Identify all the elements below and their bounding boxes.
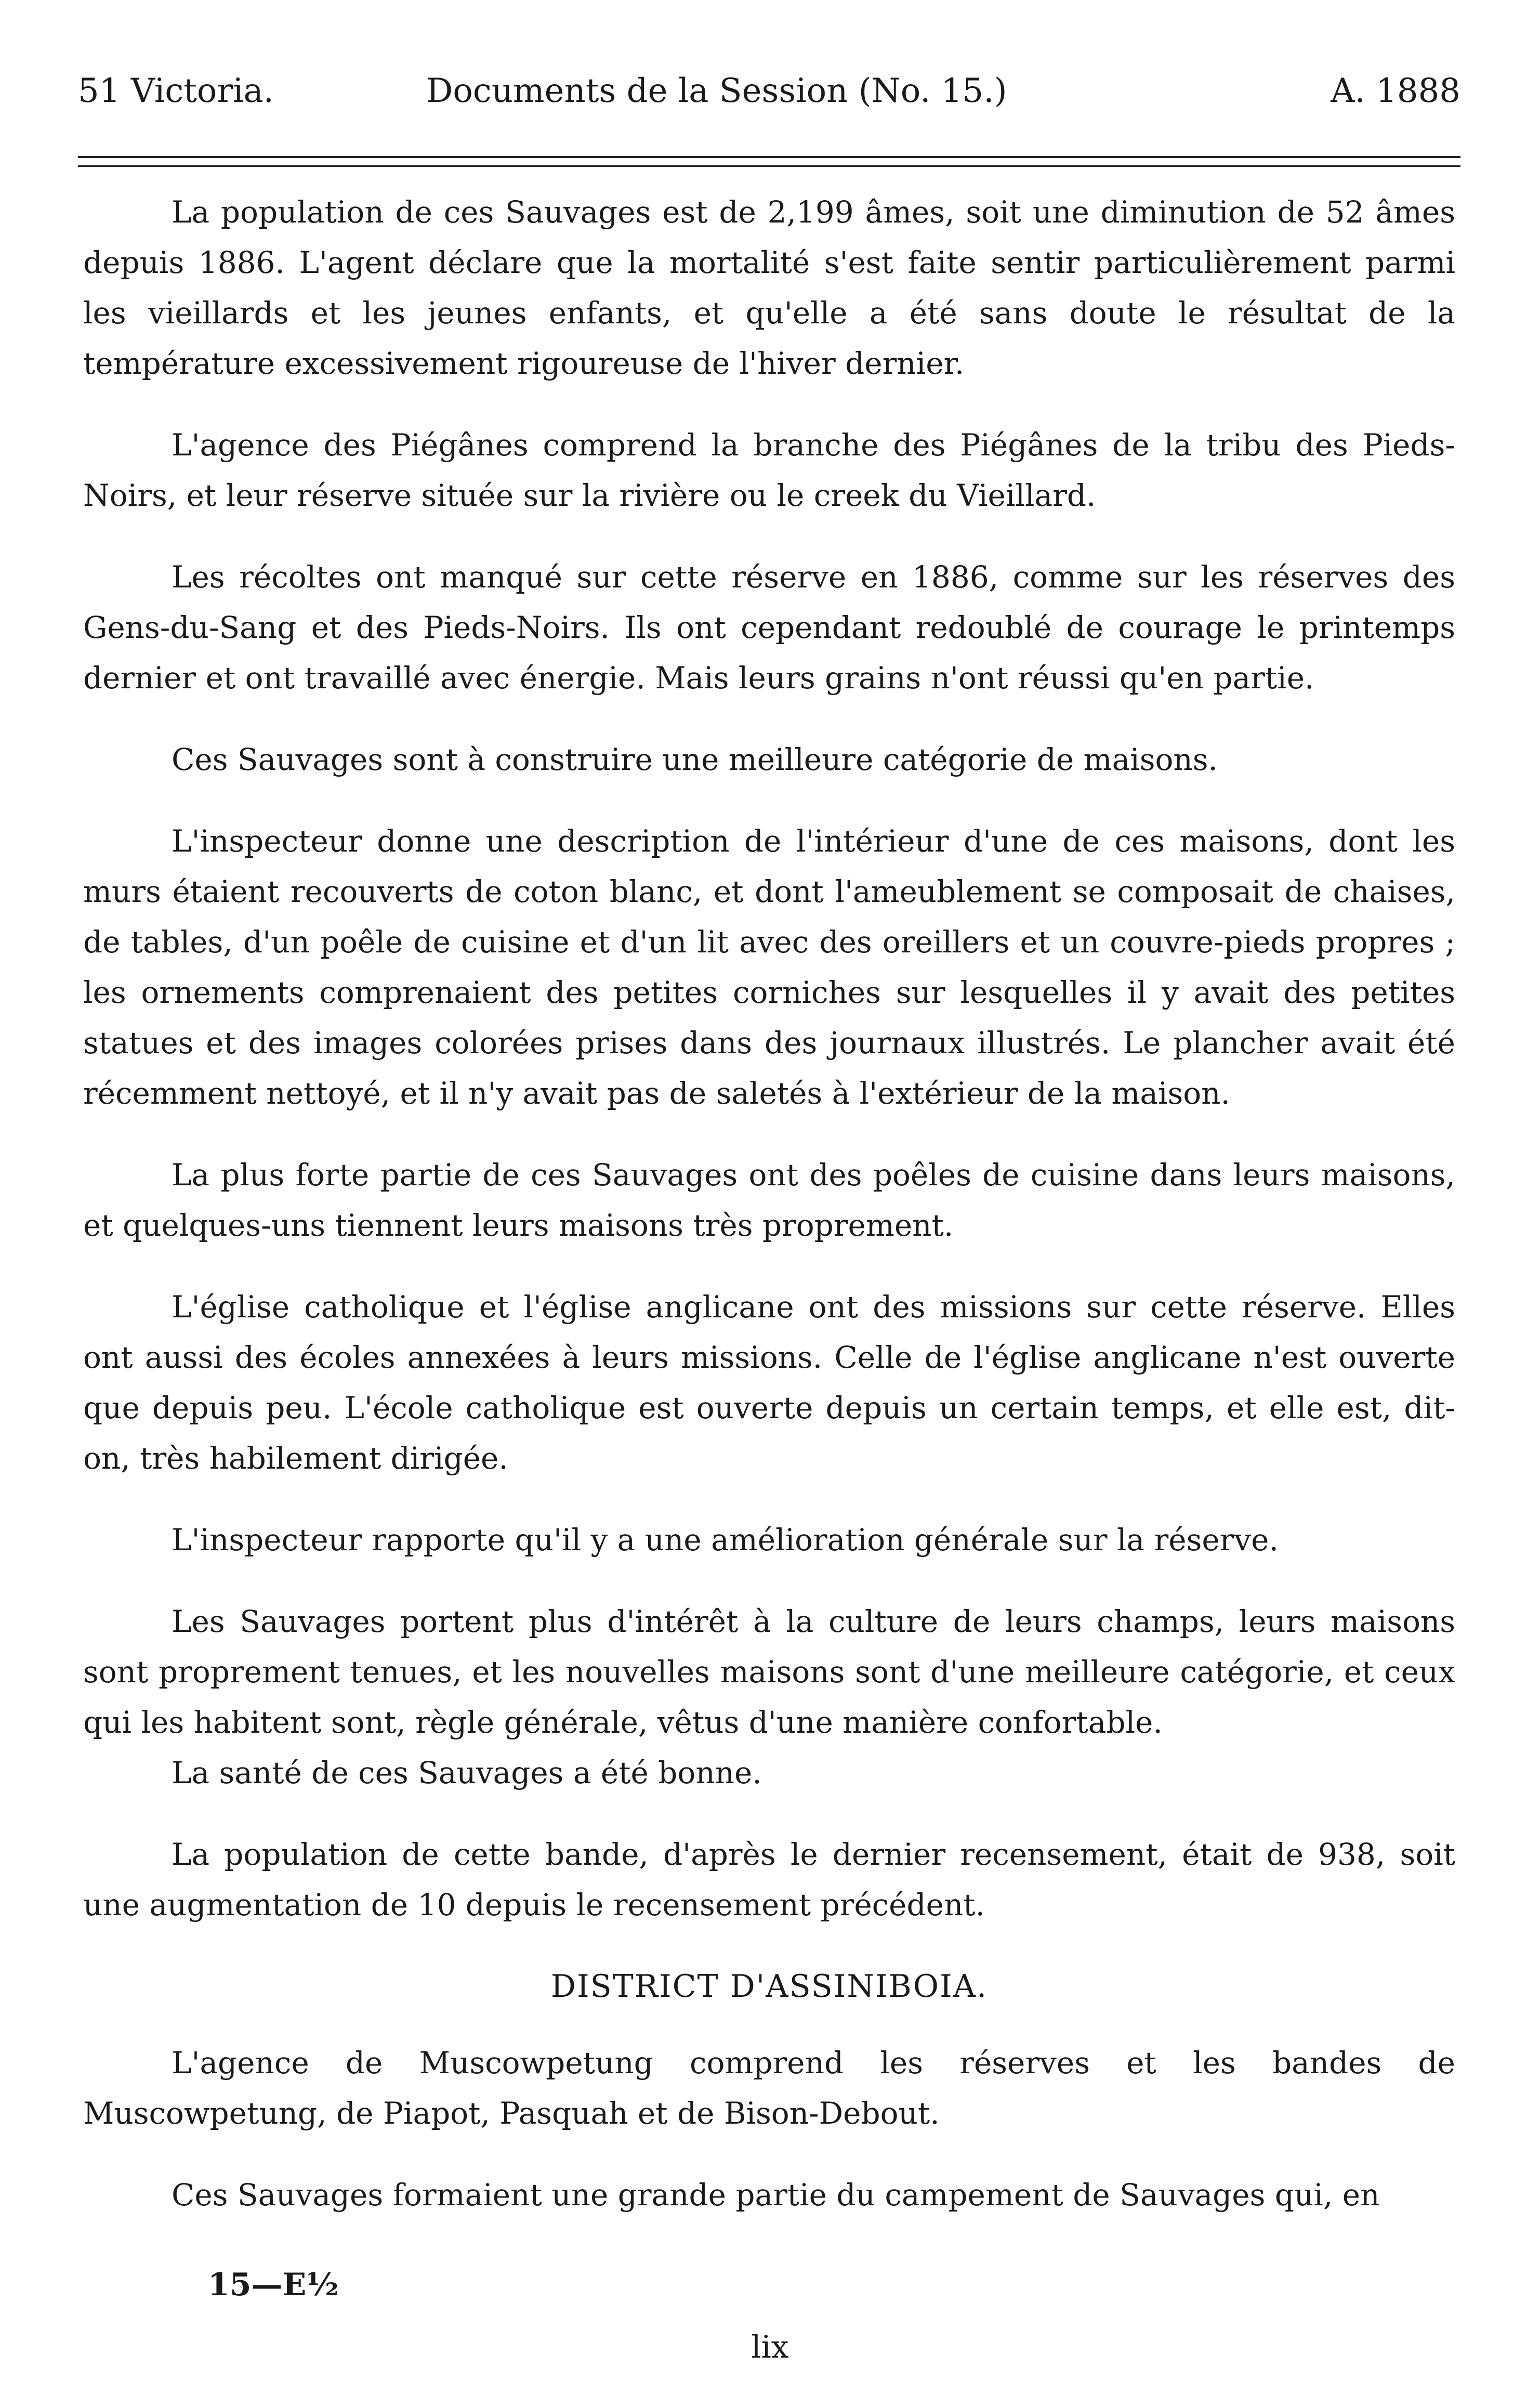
- paragraph: L'agence de Muscowpetung comprend les réserves et les bandes de Muscowpetung, de Piapot, Pasquah et de Bison-Debout.: [83, 2045, 1455, 2131]
- header-right: A. 1888: [1331, 72, 1460, 110]
- paragraph: La population de ces Sauvages est de 2,199 âmes, soit une diminution de 52 âmes depuis 1886. L'agent déclare que la mortalité s'est faite sentir particulièrement parmi les vieillards et les jeunes enfants, et qu'elle a été sans doute le résultat de la température excessivement rigoureuse de l'hiver dernier.: [83, 194, 1455, 381]
- signature-mark: 15—E½: [208, 2267, 339, 2303]
- paragraph: L'agence des Piégânes comprend la branche des Piégânes de la tribu des Pieds-Noirs, et leur réserve située sur la rivière ou le creek du Vieillard.: [83, 427, 1455, 513]
- header-left: 51 Victoria.: [78, 72, 274, 110]
- paragraph: L'église catholique et l'église anglicane ont des missions sur cette réserve. Elles ont aussi des écoles annexées à leurs missions. Celle de l'église anglicane n'est ouverte que depuis peu. L'école catholique est ouverte depuis un certain temps, et elle est, dit-on, très habilement dirigée.: [83, 1289, 1455, 1476]
- header-rule-thick: [78, 156, 1460, 158]
- header-rule-thin: [78, 165, 1460, 167]
- paragraph: Ces Sauvages formaient une grande partie du campement de Sauvages qui, en: [172, 2177, 1380, 2213]
- paragraph: Les Sauvages portent plus d'intérêt à la culture de leurs champs, leurs maisons sont proprement tenues, et les nouvelles maisons sont d'une meilleure catégorie, et ceux qui les habitent sont, règle générale, vêtus d'une manière confortable.: [83, 1604, 1455, 1740]
- paragraph: L'inspecteur rapporte qu'il y a une amélioration générale sur la réserve.: [172, 1522, 1279, 1558]
- paragraph: La santé de ces Sauvages a été bonne.: [172, 1755, 762, 1790]
- paragraph: La population de cette bande, d'après le dernier recensement, était de 938, soit une augmentation de 10 depuis le recensement précédent.: [83, 1837, 1455, 1922]
- running-header: [78, 68, 1460, 114]
- section-heading: DISTRICT D'ASSINIBOIA.: [550, 1968, 988, 2005]
- paragraph: Les récoltes ont manqué sur cette réserve en 1886, comme sur les réserves des Gens-du-Sang et des Pieds-Noirs. Ils ont cependant redoublé de courage le printemps dernier et ont travaillé avec énergie. Mais leurs grains n'ont réussi qu'en partie.: [83, 559, 1455, 696]
- page-folio: lix: [751, 2329, 789, 2365]
- header-center: Documents de la Session (No. 15.): [426, 72, 1007, 110]
- paragraph: La plus forte partie de ces Sauvages ont des poêles de cuisine dans leurs maisons, et quelques-uns tiennent leurs maisons très proprement.: [83, 1157, 1455, 1243]
- paragraph: L'inspecteur donne une description de l'intérieur d'une de ces maisons, dont les murs étaient recouverts de coton blanc, et dont l'ameublement se composait de chaises, de tables, d'un poêle de cuisine et d'un lit avec des oreillers et un couvre-pieds propres ; les ornements comprenaient des petites corniches sur lesquelles il y avait des petites statues et des images colorées prises dans des journaux illustrés. Le plancher avait été récemment nettoyé, et il n'y avait pas de saletés à l'extérieur de la maison.: [83, 823, 1455, 1111]
- body-text: [83, 187, 1455, 2220]
- paragraph: Ces Sauvages sont à construire une meilleure catégorie de maisons.: [172, 742, 1218, 777]
